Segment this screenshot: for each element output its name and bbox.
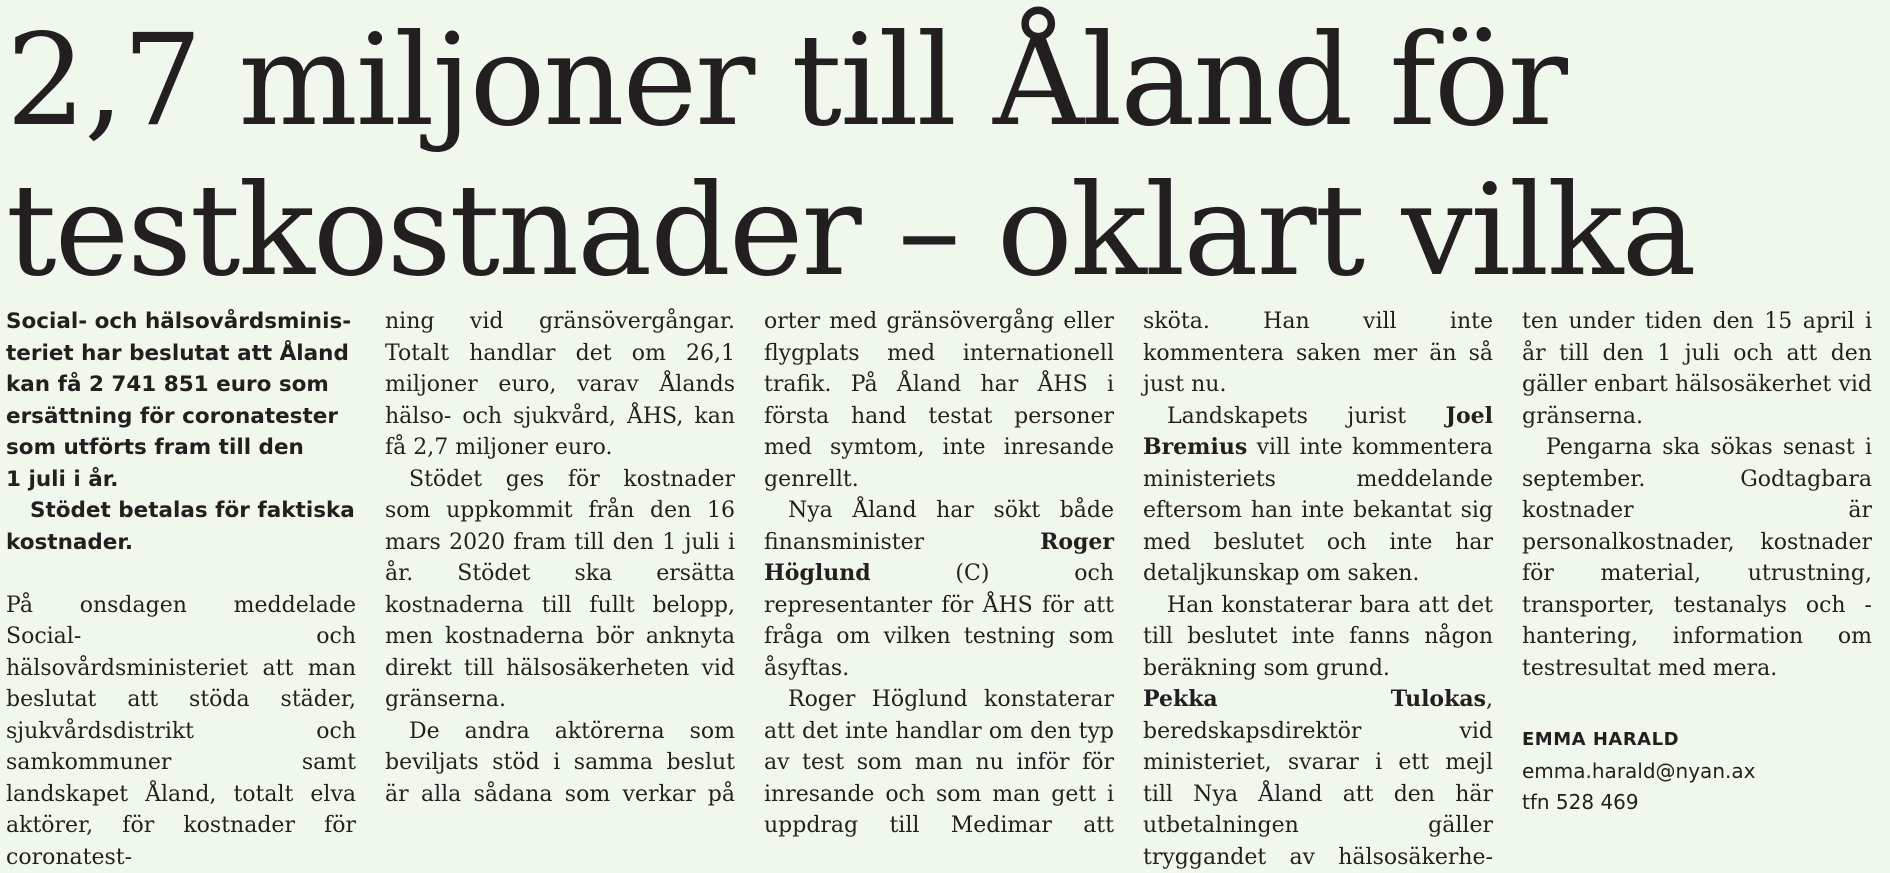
body-text: Landskapets jurist [1167,404,1446,429]
column-3 [764,306,1114,842]
person-name: Joel Bremius [1143,403,1493,461]
headline-line-2: testkostnader – oklart vilka [6,156,1695,306]
body-paragraph: De andra aktörerna som beviljats stöd i samma beslut är alla sådana som verkar på [385,716,735,811]
author-phone: tfn 528 469 [1522,787,1872,819]
author-email: emma.harald@nyan.ax [1522,756,1872,788]
lead-line: som utförts fram till den [6,432,356,464]
body-paragraph: Stödet ges för kostnader som uppkommit från den 16 mars 2020 fram till den 1 juli i år. Stödet ska ersätta kostnaderna till fullt belopp, men kostnaderna bör anknyta direkt till hälsosäkerheten vid gränserna. [385,464,735,716]
body-text: Nya Åland har sökt både finansminister [764,498,1114,555]
column-5 [1522,306,1872,819]
lead-line: Stödet betalas för faktiska [6,495,356,527]
body-paragraph: Roger Höglund konstaterar att det inte handlar om den typ av test som man nu inför för inresande och som man gett i uppdrag till Medimar att [764,684,1114,842]
person-name: Roger Höglund [764,529,1114,587]
body-paragraph: Han konstaterar bara att det till beslutet inte fanns någon beräkning som grund. [1143,590,1493,685]
body-paragraph [1143,401,1493,590]
column-2 [385,306,735,810]
author-name: EMMA HARALD [1522,724,1872,756]
body-text: (C) och representanter för ÅHS för att fråga om vilken testning som åsyftas. [764,561,1114,681]
lead-paragraph [6,306,356,558]
body-paragraph: sköta. Han vill inte kommentera saken mer än så just nu. [1143,306,1493,401]
person-name: Pekka Tulokas [1143,686,1486,712]
headline-line-1: 2,7 miljoner till Åland för [6,6,1695,156]
body-paragraph: Pengarna ska sökas senast i september. Godtagbara kostnader är personalkostnader, kostnader för material, utrustning, transporter, testanalys och -hantering, information om testresultat med mera. [1522,432,1872,684]
lead-line: teriet har beslutat att Åland [6,338,356,370]
column-1 [6,306,356,873]
column-4 [1143,306,1493,873]
body-text: vill inte kommentera ministeriets meddelande eftersom han inte bekantat sig med beslutet och inte har detaljkunskap om saken. [1143,435,1493,586]
byline [1522,724,1872,819]
body-paragraph: ten under tiden den 15 april i år till den 1 juli och att den gäller enbart hälsosäkerhet vid gränserna. [1522,306,1872,432]
body-text: , beredskapsdirektör vid ministeriet, svarar i ett mejl till Nya Åland att den här utbetalningen gäller tryggandet av hälsosäkerhe- [1143,687,1493,870]
body-paragraph: På onsdagen meddelade Social- och hälsovårdsministeriet att man beslutat att stöda städer, sjukvårdsdistrikt och samkommuner samt landskapet Åland, totalt elva aktörer, för kostnader för coronatest- [6,590,356,873]
lead-line: ersättning för coronatester [6,401,356,433]
body-paragraph [1143,684,1493,873]
body-paragraph [764,495,1114,684]
headline [6,6,1695,306]
lead-line: 1 juli i år. [6,464,356,496]
lead-line: kostnader. [6,527,356,559]
body-paragraph: ning vid gränsövergångar. Totalt handlar det om 26,1 miljoner euro, varav Ålands hälso- och sjukvård, ÅHS, kan få 2,7 miljoner euro. [385,306,735,464]
body-paragraph: orter med gränsövergång eller flygplats med internationell trafik. På Åland har ÅHS i första hand testat personer med symtom, inte inresande genrellt. [764,306,1114,495]
lead-line: Social- och hälsovårdsminis- [6,306,356,338]
lead-line: kan få 2 741 851 euro som [6,369,356,401]
